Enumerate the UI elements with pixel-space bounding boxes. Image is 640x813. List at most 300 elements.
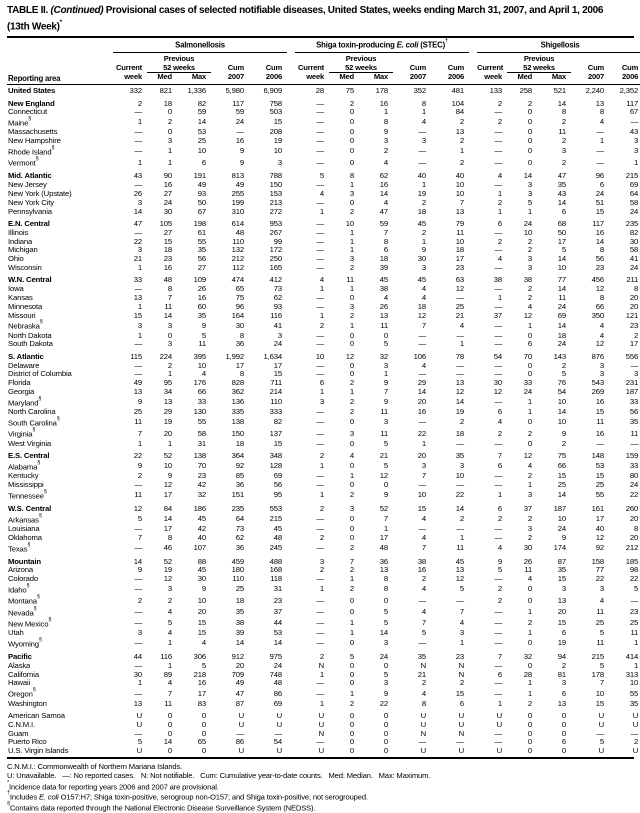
value-cell: 16	[417, 565, 426, 575]
spacer	[477, 52, 507, 63]
value-cell: 15	[595, 698, 605, 708]
value-cell: 0	[527, 117, 533, 127]
column-gap	[287, 575, 295, 584]
value-cell: 5	[201, 330, 206, 340]
value-cell: 15	[273, 369, 282, 379]
value-cell: 19	[455, 407, 465, 417]
column-gap	[469, 584, 477, 595]
value-cell: 2	[319, 320, 324, 330]
value-cell: 1	[527, 606, 533, 616]
value-cell: 16	[595, 428, 605, 438]
value-cell: 14	[557, 490, 567, 500]
value-cell: 6	[561, 628, 567, 638]
value-cell: 17	[379, 532, 388, 542]
value-cell: 59	[235, 107, 244, 117]
value-cell: 1	[319, 206, 324, 216]
reporting-area-cell: Utah	[8, 628, 24, 638]
value-cell: 0	[349, 438, 354, 448]
value-cell: 9	[383, 490, 388, 500]
group-header-salmonellosis: Salmonellosis	[113, 39, 287, 52]
value-cell: 23	[273, 595, 282, 605]
value-cell: 3	[137, 320, 142, 330]
column-gap	[469, 417, 477, 428]
table-row	[7, 638, 640, 649]
value-cell: 1	[137, 330, 142, 340]
value-cell: 79	[455, 218, 465, 228]
value-cell: 2	[527, 292, 533, 302]
value-cell: 4	[319, 188, 324, 198]
column-gap	[287, 146, 295, 157]
value-cell: 11	[456, 542, 465, 552]
value-cell: 352	[413, 86, 426, 96]
value-cell: 2	[459, 513, 465, 523]
value-cell: 4	[383, 197, 388, 207]
table-row	[7, 607, 640, 618]
value-cell: 912	[231, 652, 244, 662]
value-cell: 1	[319, 461, 324, 471]
value-cell: 75	[235, 292, 244, 302]
value-cell: 24	[523, 387, 533, 397]
value-cell: 1	[527, 678, 533, 688]
reporting-area-cell: E.N. Central	[8, 218, 50, 228]
column-gap	[287, 73, 295, 84]
value-cell: 62	[235, 532, 244, 542]
value-cell: 9	[239, 157, 244, 167]
value-cell: 17	[595, 513, 605, 523]
value-cell: —	[494, 360, 503, 370]
value-cell: 130	[193, 407, 206, 417]
value-cell: 0	[561, 746, 567, 756]
value-cell: U	[420, 746, 426, 756]
value-cell: —	[494, 136, 503, 146]
column-gap	[469, 320, 477, 331]
value-cell: —	[316, 480, 324, 490]
value-cell: 37	[493, 310, 503, 320]
value-cell: 5	[383, 606, 388, 616]
column-gap	[469, 96, 477, 108]
value-cell: 3	[459, 461, 465, 471]
column-gap	[287, 320, 295, 331]
value-cell: 3	[599, 360, 605, 370]
value-cell: 14	[197, 117, 206, 127]
value-cell: 13	[595, 98, 605, 108]
table-row	[7, 417, 640, 428]
value-cell: 521	[553, 86, 567, 96]
reporting-area-cell: U.S. Virgin Islands	[8, 746, 69, 756]
reporting-area-cell: Alaska	[8, 660, 31, 670]
value-cell: 54	[493, 351, 503, 361]
value-cell: 3	[527, 254, 533, 264]
value-cell: 10	[557, 397, 567, 407]
value-cell: 10	[557, 417, 567, 427]
value-cell: 13	[379, 565, 388, 575]
reporting-area-cell: Minnesota	[8, 301, 43, 311]
value-cell: —	[134, 480, 142, 490]
value-cell: 35	[455, 451, 465, 461]
value-cell: 187	[625, 387, 639, 397]
value-cell: —	[494, 262, 503, 272]
value-cell: 16	[379, 180, 388, 190]
value-cell: 52	[163, 556, 172, 566]
value-cell: 133	[489, 86, 503, 96]
value-cell: 11	[558, 127, 567, 137]
value-cell: —	[134, 180, 142, 190]
value-cell: 47	[379, 206, 388, 216]
value-cell: —	[134, 107, 142, 117]
footnote-section: §Contains data reported through the National Electronic Disease Surveillance System (NEDSS).	[7, 801, 316, 813]
value-cell: 20	[629, 292, 639, 302]
value-cell: 117	[626, 98, 639, 108]
value-cell: 213	[269, 197, 282, 207]
value-cell: 1	[137, 438, 142, 448]
value-cell: 456	[591, 275, 605, 285]
value-cell: 4	[599, 117, 605, 127]
column-gap	[469, 370, 477, 379]
value-cell: 1	[167, 146, 172, 156]
column-gap	[469, 84, 477, 96]
value-cell: 92	[235, 461, 244, 471]
value-cell: 488	[269, 556, 282, 566]
value-cell: 748	[269, 669, 282, 679]
value-cell: 1	[349, 574, 354, 584]
value-cell: 164	[231, 310, 244, 320]
column-gap	[469, 618, 477, 629]
value-cell: —	[494, 127, 503, 137]
value-cell: 8	[383, 584, 388, 594]
column-gap	[469, 169, 477, 181]
value-cell: 4	[201, 638, 206, 648]
value-cell: 13	[455, 206, 465, 216]
value-cell: —	[134, 574, 142, 584]
value-cell: U	[136, 711, 142, 721]
value-cell: U	[458, 711, 465, 721]
column-gap	[469, 216, 477, 228]
reporting-area-cell: Tennessee§	[8, 488, 47, 501]
value-cell: —	[236, 127, 244, 137]
value-cell: —	[596, 728, 605, 738]
value-cell: —	[418, 146, 426, 156]
value-cell: 29	[417, 378, 426, 388]
value-cell: 553	[269, 503, 282, 513]
value-cell: 2	[459, 678, 465, 688]
value-cell: 18	[163, 245, 172, 255]
column-gap	[469, 264, 477, 273]
value-cell: 176	[193, 378, 206, 388]
value-cell: 13	[133, 292, 142, 302]
column-gap	[287, 738, 295, 747]
value-cell: 16	[379, 98, 388, 108]
value-cell: 81	[557, 669, 567, 679]
value-cell: 3	[137, 628, 142, 638]
value-cell: 35	[557, 565, 567, 575]
table-row	[7, 428, 640, 439]
value-cell: 22	[133, 451, 142, 461]
value-cell: 24	[273, 339, 282, 349]
value-cell: 0	[383, 728, 388, 738]
value-cell: 20	[629, 532, 639, 542]
column-gap	[469, 747, 477, 756]
column-gap	[287, 501, 295, 513]
column-gap	[469, 671, 477, 680]
column-gap	[469, 73, 477, 84]
value-cell: 7	[421, 320, 426, 330]
value-cell: 89	[163, 669, 172, 679]
value-cell: 211	[626, 275, 639, 285]
reporting-area-cell: Colorado	[8, 574, 38, 584]
value-cell: 2	[527, 513, 533, 523]
value-cell: 306	[193, 652, 206, 662]
value-cell: 40	[417, 171, 426, 181]
column-gap	[287, 285, 295, 294]
column-gap	[469, 700, 477, 709]
column-gap	[469, 146, 477, 157]
value-cell: 0	[167, 127, 172, 137]
value-cell: 7	[137, 532, 142, 542]
value-cell: 2	[167, 595, 172, 605]
column-gap	[287, 52, 295, 63]
column-gap	[469, 501, 477, 513]
value-cell: 45	[455, 556, 465, 566]
reporting-area-cell: Connecticut	[8, 107, 47, 117]
column-gap	[287, 700, 295, 709]
value-cell: 64	[235, 513, 244, 523]
value-cell: 38	[523, 275, 533, 285]
52-weeks-label: 52 weeks	[329, 64, 393, 73]
value-cell: 6	[561, 688, 567, 698]
value-cell: 3	[421, 262, 426, 272]
value-cell: 332	[129, 86, 142, 96]
column-gap	[469, 534, 477, 543]
column-gap	[287, 408, 295, 417]
value-cell: 0	[349, 127, 354, 137]
value-cell: 3	[167, 339, 172, 349]
value-cell: 711	[270, 378, 282, 388]
value-cell: 14	[557, 284, 567, 294]
value-cell: 11	[524, 565, 533, 575]
value-cell: 187	[553, 503, 567, 513]
value-cell: 15	[197, 618, 206, 628]
column-gap	[287, 543, 295, 554]
spacer	[571, 52, 609, 63]
reporting-area-cell: Pacific	[8, 652, 32, 662]
value-cell: 4	[459, 618, 465, 628]
value-cell: 3	[561, 146, 567, 156]
group-header-shigellosis: Shigellosis	[477, 39, 640, 52]
column-gap	[287, 461, 295, 472]
value-cell: 30	[417, 254, 426, 264]
table-row	[7, 264, 640, 273]
value-cell: 0	[349, 136, 354, 146]
value-cell: 7	[459, 197, 465, 207]
value-cell: —	[316, 117, 324, 127]
reporting-area-cell: Maine§	[8, 116, 32, 128]
value-cell: 178	[375, 86, 388, 96]
cum-label: Cum	[621, 63, 639, 73]
value-cell: 3	[527, 262, 533, 272]
value-cell: —	[316, 542, 324, 552]
value-cell: 4	[421, 606, 426, 616]
value-cell: 250	[269, 254, 282, 264]
column-gap	[469, 662, 477, 671]
continued-label: (Continued)	[50, 5, 104, 16]
value-cell: 11	[346, 275, 354, 285]
value-cell: 15	[595, 471, 605, 481]
column-gap	[469, 294, 477, 303]
value-cell: 1	[167, 369, 172, 379]
column-gap	[469, 607, 477, 618]
year-2007-label: 2007	[211, 73, 249, 84]
value-cell: 84	[455, 107, 465, 117]
value-cell: 198	[193, 218, 206, 228]
value-cell: N	[458, 660, 465, 670]
value-cell: 88	[197, 556, 206, 566]
column-gap	[287, 362, 295, 371]
value-cell: 18	[235, 438, 244, 448]
value-cell: 1	[319, 387, 324, 397]
value-cell: 7	[137, 428, 142, 438]
value-cell: 16	[235, 136, 244, 146]
column-gap	[287, 514, 295, 525]
title-text: Provisional cases of selected notifiable diseases, United States, weeks ending March 31, 2007, and April 1, 2006	[105, 5, 604, 16]
value-cell: 5	[527, 197, 533, 207]
value-cell: 26	[379, 301, 388, 311]
reporting-area-cell: Ohio	[8, 254, 24, 264]
value-cell: 0	[349, 360, 354, 370]
column-gap	[469, 190, 477, 199]
value-cell: 52	[379, 503, 388, 513]
value-cell: 14	[379, 628, 388, 638]
value-cell: 0	[349, 330, 354, 340]
value-cell: 3	[527, 180, 533, 190]
value-cell: 0	[527, 584, 533, 594]
value-cell: —	[418, 480, 426, 490]
value-cell: 1	[527, 397, 533, 407]
value-cell: 2	[167, 360, 172, 370]
value-cell: 16	[595, 397, 605, 407]
value-cell: 0	[383, 330, 388, 340]
value-cell: 12	[523, 310, 533, 320]
value-cell: 3	[137, 245, 142, 255]
value-cell: 115	[130, 351, 142, 361]
value-cell: —	[134, 146, 142, 156]
value-cell: 56	[197, 254, 206, 264]
value-cell: 0	[527, 369, 533, 379]
value-cell: 58	[197, 428, 206, 438]
value-cell: 6	[383, 245, 388, 255]
current-label: Current	[297, 63, 324, 73]
value-cell: 2	[633, 330, 639, 340]
value-cell: 1,992	[225, 351, 244, 361]
value-cell: 69	[273, 698, 282, 708]
reporting-area-cell: Iowa	[8, 284, 24, 294]
value-cell: 2	[319, 652, 324, 662]
value-cell: 40	[197, 532, 206, 542]
value-cell: 20	[417, 397, 426, 407]
value-cell: 16	[163, 262, 172, 272]
value-cell: 47	[133, 218, 142, 228]
value-cell: 23	[455, 262, 465, 272]
value-cell: 35	[557, 180, 567, 190]
value-cell: —	[316, 417, 324, 427]
value-cell: 12	[595, 284, 605, 294]
value-cell: 1	[459, 146, 465, 156]
value-cell: 2	[421, 197, 426, 207]
value-cell: 24	[273, 660, 282, 670]
value-cell: 86	[235, 737, 244, 747]
value-cell: 9	[383, 397, 388, 407]
value-cell: 15	[417, 503, 426, 513]
value-cell: 150	[269, 180, 282, 190]
value-cell: 59	[379, 218, 388, 228]
reporting-area-cell: Guam	[8, 728, 29, 738]
column-gap	[287, 312, 295, 321]
value-cell: 267	[269, 227, 282, 237]
column-gap	[469, 199, 477, 208]
column-gap	[287, 440, 295, 449]
value-cell: 2	[319, 565, 324, 575]
value-cell: 1	[319, 284, 324, 294]
value-cell: 121	[625, 310, 639, 320]
value-cell: —	[316, 595, 324, 605]
value-cell: 13	[557, 595, 567, 605]
column-gap	[287, 708, 295, 720]
value-cell: 3	[599, 584, 605, 594]
value-cell: —	[134, 660, 142, 670]
column-gap	[287, 688, 295, 699]
value-cell: 39	[235, 628, 244, 638]
column-gap	[287, 629, 295, 638]
value-cell: 5	[599, 660, 605, 670]
value-cell: 1	[421, 236, 426, 246]
column-gap	[469, 312, 477, 321]
value-cell: 2	[383, 146, 388, 156]
value-cell: 2	[167, 117, 172, 127]
value-cell: —	[316, 301, 324, 311]
value-cell: 62	[379, 171, 388, 181]
value-cell: 212	[231, 254, 244, 264]
value-cell: 7	[497, 451, 503, 461]
value-cell: 15	[557, 574, 567, 584]
value-cell: —	[494, 606, 503, 616]
value-cell: 44	[133, 652, 142, 662]
value-cell: 10	[197, 595, 206, 605]
column-gap	[287, 428, 295, 439]
column-gap	[469, 472, 477, 481]
value-cell: 35	[235, 606, 244, 616]
value-cell: —	[134, 136, 142, 146]
value-cell: 1	[527, 407, 533, 417]
reporting-area-cell: Maryland§	[8, 395, 42, 408]
value-cell: 26	[133, 188, 142, 198]
value-cell: 215	[625, 171, 639, 181]
reporting-area-cell: North Dakota	[8, 330, 52, 340]
value-cell: 5,980	[225, 86, 244, 96]
value-cell: 0	[561, 719, 567, 729]
value-cell: 3	[633, 369, 639, 379]
value-cell: 56	[595, 254, 605, 264]
value-cell: 66	[197, 387, 206, 397]
column-gap	[469, 137, 477, 146]
value-cell: 49	[235, 678, 244, 688]
value-cell: 96	[235, 301, 244, 311]
value-cell: 38	[379, 284, 388, 294]
value-cell: 350	[591, 310, 605, 320]
table-row	[7, 320, 640, 331]
value-cell: 24	[557, 339, 567, 349]
column-gap	[469, 481, 477, 490]
value-cell: 1	[421, 107, 426, 117]
value-cell: 23	[197, 471, 206, 481]
